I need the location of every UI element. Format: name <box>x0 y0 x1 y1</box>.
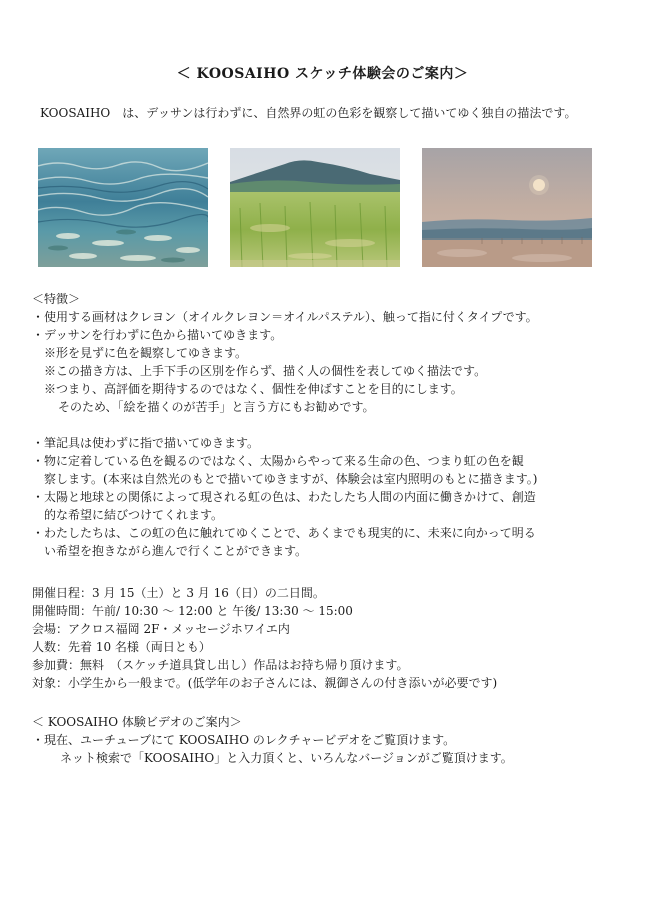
feature-line: い希望を抱きながら進んで行くことができます。 <box>44 544 308 558</box>
intro-text: KOOSAIHO は、デッサンは行わずに、自然界の虹の色彩を観察して描いてゆく独自の描法です。 <box>40 106 577 120</box>
event-capacity: 人数：先着 10 名様（両日とも） <box>32 640 211 654</box>
features-heading: ＜特徴＞ <box>32 292 81 306</box>
field-painting-image <box>230 148 400 267</box>
event-venue: 会場：アクロス福岡 2F・メッセージホワイエ内 <box>32 622 290 636</box>
video-section <box>32 713 622 767</box>
feature-line: ・使用する画材はクレヨン（オイルクレヨン＝オイルパステル）、触って指に付くタイプです。 <box>32 310 538 324</box>
event-fee: 参加費：無料 （スケッチ道具貸し出し）作品はお持ち帰り頂けます。 <box>32 658 409 672</box>
event-date: 開催日程：3 月 15（土）と 3 月 16（日）の二日間。 <box>32 586 325 600</box>
feature-line: ・デッサンを行わずに色から描いてゆきます。 <box>32 328 283 342</box>
feature-line: 察します。(本来は自然光のもとで描いてゆきますが、体験会は室内照明のもとに描きます。) <box>44 472 538 486</box>
video-line: ・現在、ユーチューブにて KOOSAIHO のレクチャービデオをご覧頂けます。 <box>32 733 456 747</box>
feature-note: ※形を見ずに色を観察してゆきます。 <box>44 346 248 360</box>
event-target: 対象：小学生から一般まで。(低学年のお子さんには、親御さんの付き添いが必要です) <box>32 676 498 690</box>
video-heading: ＜ KOOSAIHO 体験ビデオのご案内＞ <box>32 715 242 729</box>
feature-line: ・わたしたちは、この虹の色に触れてゆくことで、あくまでも現実的に、未来に向かって明る <box>32 526 536 540</box>
event-info <box>32 584 622 692</box>
features-section <box>32 290 622 560</box>
event-time: 開催時間：午前/ 10:30 〜 12:00 と 午後/ 13:30 〜 15:00 <box>32 604 353 618</box>
video-line: ネット検索で「KOOSAIHO」と入力頂くと、いろんなバージョンがご覧頂けます。 <box>60 751 513 765</box>
feature-line: 的な希望に結びつけてくれます。 <box>44 508 224 522</box>
sunset-painting-image <box>422 148 592 267</box>
feature-line: ・筆記具は使わずに指で描いてゆきます。 <box>32 436 260 450</box>
sea-painting-image <box>38 148 208 267</box>
feature-note: そのため、「絵を描くのが苦手」と言う方にもお勧めです。 <box>58 400 375 414</box>
feature-note: ※つまり、高評価を期待するのではなく、個性を伸ばすことを目的にします。 <box>44 382 463 396</box>
feature-line: ・物に定着している色を観るのではなく、太陽からやって来る生命の色、つまり虹の色を観 <box>32 454 524 468</box>
page-title: ＜ KOOSAIHO スケッチ体験会のご案内＞ <box>176 66 469 82</box>
feature-line: ・太陽と地球との関係によって現される虹の色は、わたしたち人間の内面に働きかけて、創造 <box>32 490 536 504</box>
feature-note: ※この描き方は、上手下手の区別を作らず、描く人の個性を表してゆく描法です。 <box>44 364 487 378</box>
